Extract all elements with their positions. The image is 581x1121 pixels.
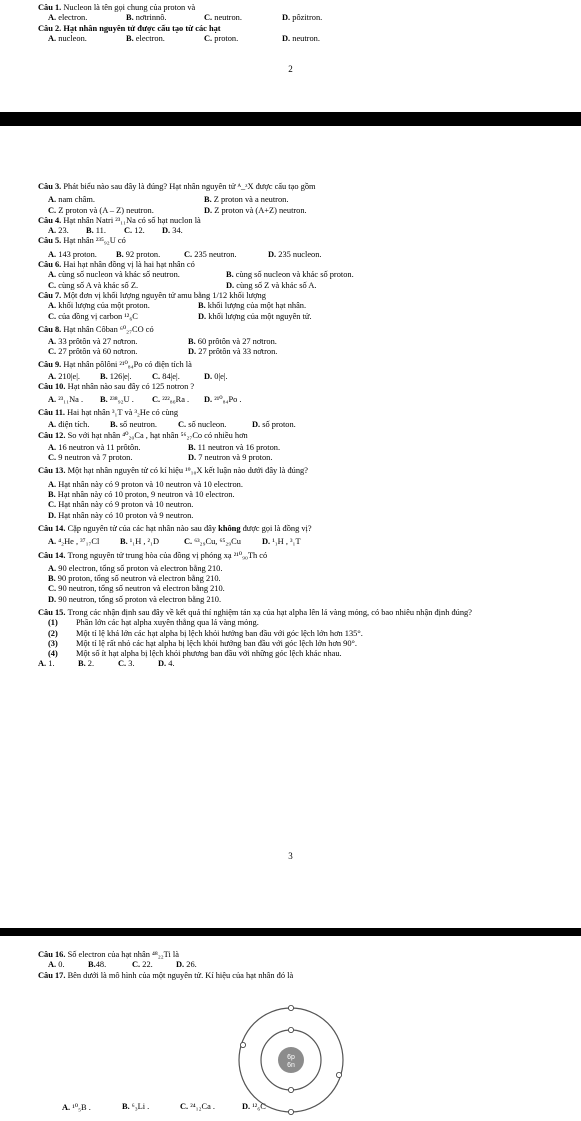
question-14b: Câu 14. Trong nguyên tử trung hòa của đồng vị phóng xạ ²¹⁰₉₀Th có xyxy=(38,550,268,560)
option-a: A. Hạt nhân này có 9 proton và 10 neutron và 10 electron. xyxy=(48,479,243,489)
option-c: C. cùng số A và khác số Z. xyxy=(48,280,139,290)
option-a: A. 143 proton. xyxy=(48,249,97,259)
question-6: Câu 6. Hai hạt nhân đồng vị là hai hạt nhân có xyxy=(38,260,195,270)
question-14a: Câu 14. Cặp nguyên tử của các hạt nhân nào sau đây không được gọi là đồng vị? xyxy=(38,523,312,533)
atom-model-diagram xyxy=(236,1005,346,1115)
electron xyxy=(336,1072,341,1077)
option-a: A. electron. xyxy=(48,13,88,23)
question-7-options-row2 xyxy=(38,312,541,322)
page-1-content xyxy=(38,3,541,44)
option-b: B. nơtrinnô. xyxy=(126,13,167,23)
option-c: C. 22. xyxy=(132,960,153,970)
question-5: Câu 5. Hạt nhân ²³⁵₉₂U có xyxy=(38,236,126,246)
option-c: C. 90 neutron, tổng số neutron và electron bằng 210. xyxy=(48,584,225,594)
question-7: Câu 7. Một đơn vị khối lượng nguyên tử amu bằng 1/12 khối lượng xyxy=(38,290,266,300)
page-1 xyxy=(0,0,581,112)
option-a: A. 23. xyxy=(48,226,69,236)
nucleus-neutrons-label: 6n xyxy=(287,1062,295,1069)
statement-2: (2) Một tỉ lệ khá lớn các hạt alpha bị lệch khỏi hướng ban đầu với góc lệch lớn hơn 135°. xyxy=(48,628,363,638)
question-12-options-row1 xyxy=(38,443,541,453)
option-c: C. neutron. xyxy=(204,13,242,23)
question-3-options-row1 xyxy=(38,195,541,205)
option-c: C. 9 neutron và 7 proton. xyxy=(48,453,133,463)
option-b: B. 11 neutron và 16 proton. xyxy=(188,442,281,452)
question-2-options xyxy=(38,34,541,44)
question-17-options xyxy=(62,1102,292,1112)
question-15-options xyxy=(38,659,541,669)
question-13-options xyxy=(38,480,541,521)
question-9-options xyxy=(38,372,541,382)
option-b: B. ⁶₃Li . xyxy=(122,1102,150,1111)
option-d: D. ¹²₆C xyxy=(242,1102,266,1111)
option-b: B. 11. xyxy=(86,226,106,236)
option-a: A. ⁴₂He , ³⁷₁₇Cl xyxy=(48,537,100,547)
option-b: B. 90 proton, tổng số neutron và electron bằng 210. xyxy=(48,574,221,584)
option-b: B. số neutron. xyxy=(110,420,157,430)
question-3: Câu 3. Phát biểu nào sau đây là đúng? Hạt nhân nguyên tử ᴬ_ᶻX được cấu tạo gồm xyxy=(38,182,316,191)
option-b: B. cùng số nucleon và khác số proton. xyxy=(226,270,354,280)
option-b: B. ¹₁H , ²₁D xyxy=(120,537,160,547)
option-b: B.48. xyxy=(88,960,107,970)
option-d: D. cùng số Z và khác số A. xyxy=(226,280,317,290)
option-a: A. nucleon. xyxy=(48,33,87,43)
option-d: D. số proton. xyxy=(252,420,296,430)
statement-4: (4) Một số ít hạt alpha bị lệch khỏi phương ban đầu với những góc lệch khác nhau. xyxy=(48,649,342,659)
question-11-options xyxy=(38,420,541,430)
option-a: A. 0. xyxy=(48,960,65,970)
question-12: Câu 12. So với hạt nhân ⁴⁰₂₀Ca , hạt nhân ⁵⁶₂₇Co có nhiều hơn xyxy=(38,430,248,440)
question-8-options-row2 xyxy=(38,347,541,357)
question-15-statements xyxy=(38,618,541,659)
option-d: D. khối lượng của một nguyên tử. xyxy=(198,311,312,321)
option-d: D. 7 neutron và 9 proton. xyxy=(188,453,273,463)
option-d: D. 34. xyxy=(162,226,183,236)
question-1-options xyxy=(38,13,541,23)
option-a: A. điện tích. xyxy=(48,420,90,430)
question-17: Câu 17. Bên dưới là mô hình của một nguyên tử. Kí hiệu của hạt nhân đó là xyxy=(38,970,294,980)
question-14a-options xyxy=(38,537,541,547)
nucleus-protons-label: 6p xyxy=(287,1054,295,1061)
option-b: B. Hạt nhân này có 10 proton, 9 neutron và 10 electron. xyxy=(48,490,235,500)
question-10: Câu 10. Hạt nhân nào sau đây có 125 notron ? xyxy=(38,382,195,392)
option-d: D. 235 nucleon. xyxy=(268,249,322,259)
question-13: Câu 13. Một hạt nhân nguyên tử có kí hiệu ¹⁹₁₀X kết luận nào dưới đây là đúng? xyxy=(38,466,308,476)
page-3-content xyxy=(38,950,541,981)
electron xyxy=(288,1005,293,1010)
option-d: D. Z proton và (A+Z) neutron. xyxy=(204,205,307,215)
option-c: C. 12. xyxy=(124,226,145,236)
option-b: B. ²³⁸₉₂U . xyxy=(100,394,134,404)
electron xyxy=(288,1087,293,1092)
question-4: Câu 4. Hạt nhân Natri ²³₁₁Na có số hạt nuclon là xyxy=(38,215,201,225)
electron xyxy=(240,1042,245,1047)
option-a: A. ²³₁₁Na . xyxy=(48,394,84,404)
question-3-options-row2 xyxy=(38,206,541,216)
option-c: C. proton. xyxy=(204,33,239,43)
page-separator xyxy=(0,928,581,936)
question-12-options-row2 xyxy=(38,453,541,463)
question-8: Câu 8. Hạt nhân Côban ⁶⁰₂₇CO có xyxy=(38,324,154,334)
option-c: C. ⁶³₂₉Cu, ⁶⁵₂₉Cu xyxy=(184,537,241,547)
option-c: C. ²⁴₁₂Ca . xyxy=(180,1102,216,1111)
question-10-options xyxy=(38,395,541,405)
question-11: Câu 11. Hai hạt nhân ³₁T và ³₂He có cùng xyxy=(38,407,179,417)
option-d: D. 0|e|. xyxy=(204,372,228,382)
option-a: A. cùng số nucleon và khác số neutron. xyxy=(48,270,180,280)
question-14b-options xyxy=(38,564,541,605)
question-9: Câu 9. Hạt nhân pôlôni ²¹⁰₈₄Po có điện tích là xyxy=(38,359,192,369)
question-15: Câu 15. Trong các nhận định sau đây về kết quả thí nghiệm tán xạ của hạt alpha lên lá vàng mỏng, có bao nhiêu nhận định đúng? xyxy=(38,607,472,617)
option-a: A. 90 electron, tổng số proton và electron bằng 210. xyxy=(48,563,223,573)
page-3 xyxy=(0,936,581,1121)
option-d: D. 26. xyxy=(176,960,197,970)
page-number: 3 xyxy=(288,851,293,861)
option-a: A. nam châm. xyxy=(48,195,95,205)
option-d: D. 27 prôtôn và 33 nơtron. xyxy=(188,347,278,357)
page-2-content xyxy=(38,182,541,670)
electron xyxy=(288,1027,293,1032)
question-16: Câu 16. Số electron của hạt nhân ⁴⁸₂₂Ti là xyxy=(38,950,179,959)
question-8-options-row1 xyxy=(38,337,541,347)
option-c: C. của đồng vị carbon ¹²₆C xyxy=(48,311,138,321)
question-4-options xyxy=(38,226,541,236)
question-7-options-row1 xyxy=(38,301,541,311)
option-b: B. 2. xyxy=(78,659,95,669)
option-a: A. khối lượng của một proton. xyxy=(48,301,150,311)
option-b: B. 126|e|. xyxy=(100,372,132,382)
option-c: C. ²²²₈₆Ra . xyxy=(152,394,190,404)
option-d: D. pôzitron. xyxy=(282,13,323,23)
option-a: A. 16 neutron và 11 prôtôn. xyxy=(48,442,141,452)
question-16-options xyxy=(38,960,541,970)
option-c: C. số nucleon. xyxy=(178,420,227,430)
option-d: D. 4. xyxy=(158,659,175,669)
page-2 xyxy=(0,126,581,928)
option-d: D. ²¹⁰₈₄Po . xyxy=(204,394,242,404)
option-b: B. 92 proton. xyxy=(116,249,161,259)
page-number: 2 xyxy=(288,64,293,74)
question-6-options-row2 xyxy=(38,281,541,291)
option-a: A. 1. xyxy=(38,659,55,669)
option-d: D. Hạt nhân này có 10 proton và 9 neutron. xyxy=(48,510,194,520)
question-2: Câu 2. Hạt nhân nguyên tử được cấu tạo từ các hạt xyxy=(38,23,221,33)
question-6-options-row1 xyxy=(38,270,541,280)
option-b: B. electron. xyxy=(126,33,165,43)
option-c: C. Hạt nhân này có 9 proton và 10 neutron. xyxy=(48,500,194,510)
option-d: D. 90 neutron, tổng số proton và electron bằng 210. xyxy=(48,594,222,604)
option-d: D. neutron. xyxy=(282,33,320,43)
question-5-options xyxy=(38,250,541,260)
statement-1: (1) Phần lớn các hạt alpha xuyên thẳng qua lá vàng mỏng. xyxy=(48,618,259,628)
statement-3: (3) Một tỉ lệ rất nhỏ các hạt alpha bị lệch khỏi hướng ban đầu với góc lệch lớn hơn 90°. xyxy=(48,638,357,648)
option-b: B. Z proton và a neutron. xyxy=(204,195,289,205)
option-c: C. Z proton và (A – Z) neutron. xyxy=(48,205,154,215)
option-c: C. 84|e|. xyxy=(152,372,180,382)
page-separator xyxy=(0,112,581,126)
option-b: B. 60 prôtôn và 27 nơtron. xyxy=(188,337,277,347)
option-d: D. ¹₁H , ³₁T xyxy=(262,537,301,547)
option-a: A. 33 prôtôn và 27 nơtron. xyxy=(48,337,138,347)
option-b: B. khối lượng của một hạt nhân. xyxy=(198,301,307,311)
option-c: C. 235 neutron. xyxy=(184,249,237,259)
option-c: C. 3. xyxy=(118,659,135,669)
option-a: A. ¹⁰₅B . xyxy=(62,1103,91,1112)
question-1: Câu 1. Nucleon là tên gọi chung của proton và xyxy=(38,3,196,12)
option-c: C. 27 prôtôn và 60 nơtron. xyxy=(48,347,138,357)
option-a: A. 210|e|. xyxy=(48,372,80,382)
